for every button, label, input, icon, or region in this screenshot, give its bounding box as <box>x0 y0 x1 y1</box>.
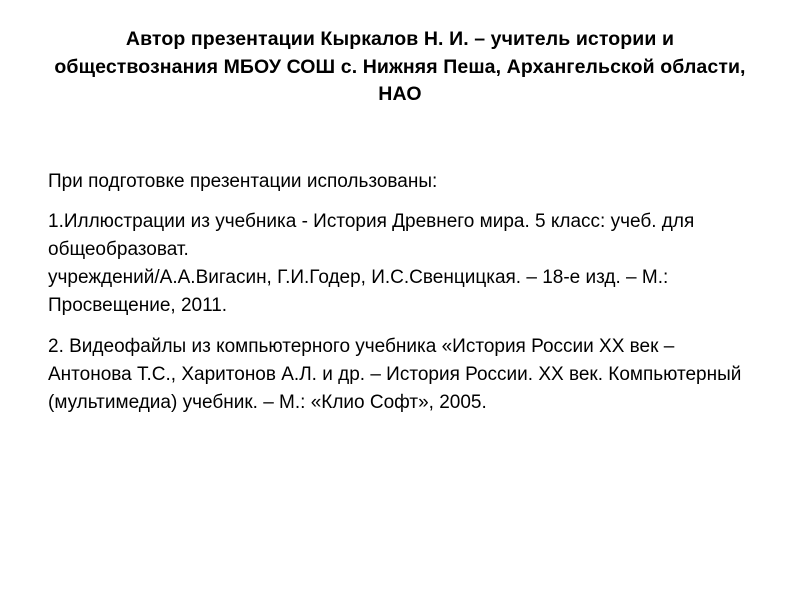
source-item-2: 2. Видеофайлы из компьютерного учебника «История России XX век – Антонова Т.С., Харитонов А.Л. и др. – История России. XX век. Компьютерный (мультимедиа) учебник. – М.: «Клио Софт», 2005. <box>48 335 742 413</box>
sources-intro-text: При подготовке презентации использованы: <box>48 171 438 192</box>
slide-title: Автор презентации Кыркалов Н. И. – учитель истории и обществознания МБОУ СОШ с. Нижняя Пеша, Архангельской области, НАО <box>54 28 746 106</box>
source-item-1-line-1: 1.Иллюстрации из учебника - История Древнего мира. 5 класс: учеб. для общеобразоват. <box>48 211 695 261</box>
source-item-1-line-2: учреждений/А.А.Вигасин, Г.И.Годер, И.С.Свенцицкая. – 18-е изд. – М.: Просвещение, 2011. <box>48 267 669 317</box>
slide-body <box>48 168 760 421</box>
